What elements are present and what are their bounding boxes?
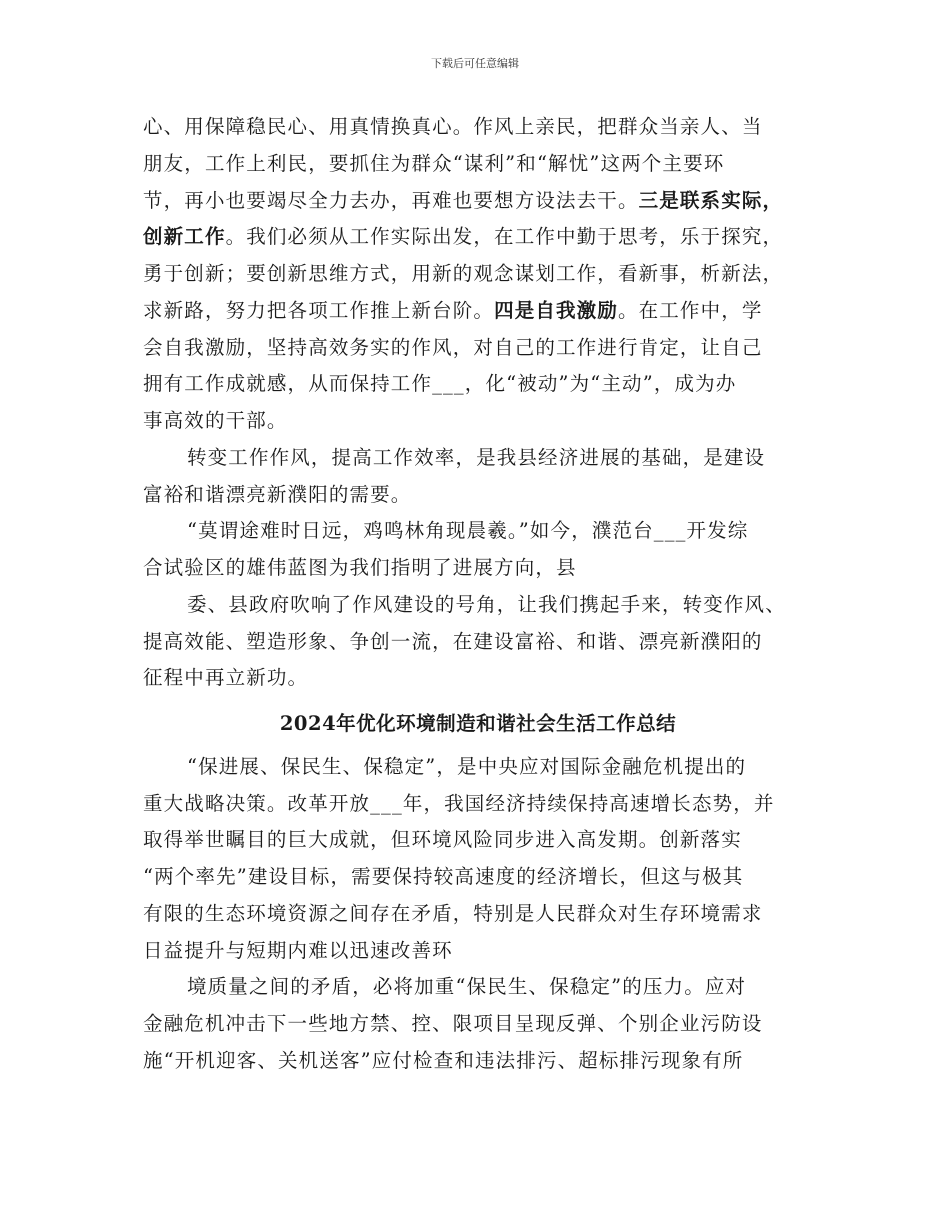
- document-body: [143, 109, 813, 1080]
- text-run: 。在工作中，学: [617, 298, 763, 322]
- text-line: 勇于创新；要创新思维方式，用新的观念谋划工作，看新事，析新法，: [143, 262, 784, 285]
- text-run: 节，再小也要竭尽全力去办，再难也要想方设法去干。: [143, 188, 639, 212]
- text-line: 提高效能、塑造形象、争创一流，在建设富裕、和谐、漂亮新濮阳的: [143, 629, 763, 653]
- spacer: [143, 697, 813, 706]
- text-line: 境质量之间的矛盾，必将加重“保民生、保稳定”的压力。应对: [187, 975, 747, 999]
- bold-heading-three: 三是联系实际，: [638, 188, 784, 212]
- text-line: [143, 219, 813, 256]
- text-line: 重大战略决策。改革开放___年，我国经济持续保持高速增长态势，并: [143, 791, 775, 815]
- text-line: 合试验区的雄伟蓝图为我们指明了进展方向，县: [143, 556, 577, 579]
- text-line: 会自我激励，坚持高效务实的作风，对自己的工作进行肯定，让自己: [143, 335, 763, 359]
- bold-heading-three-cont: 创新工作: [143, 225, 226, 249]
- text-line: 委、县政府吹响了作风建设的号角，让我们携起手来，转变作风、: [187, 592, 786, 616]
- page-header: 下载后可任意编辑: [431, 57, 519, 70]
- text-line: 心、用保障稳民心、用真情换真心。作风上亲民，把群众当亲人、当: [143, 115, 763, 138]
- text-line: 征程中再立新功。: [143, 666, 309, 690]
- text-line: “两个率先”建设目标，需要保持较高速度的经济增长，但这与极其: [143, 865, 744, 888]
- section-title: 2024年优化环境制造和谐社会生活工作总结: [279, 712, 677, 735]
- text-line: [143, 183, 813, 220]
- text-line: “保进展、保民生、保稳定”，是中央应对国际金融危机提出的: [187, 754, 747, 778]
- text-run: 。我们必须从工作实际出发，在工作中勤于思考，乐于探究，: [225, 225, 784, 249]
- text-run: 求新路，努力把各项工作推上新台阶。: [143, 298, 495, 322]
- text-line: 金融危机冲击下一些地方禁、控、限项目呈现反弹、个别企业污防设: [143, 1012, 763, 1035]
- text-line: 拥有工作成就感，从而保持工作___，化“被动”为“主动”，成为办: [143, 372, 737, 396]
- text-line: 日益提升与短期内难以迅速改善环: [143, 938, 453, 962]
- text-line: 有限的生态环境资源之间存在矛盾，特别是人民群众对生存环境需求: [143, 901, 763, 925]
- text-line: 施“开机迎客、关机送客”应付检查和违法排污、超标排污现象有所: [143, 1048, 744, 1072]
- text-line: [143, 293, 813, 330]
- text-line: 富裕和谐漂亮新濮阳的需要。: [143, 482, 412, 506]
- text-line: 事高效的干部。: [143, 409, 288, 432]
- text-line: 取得举世瞩目的巨大成就，但环境风险同步进入高发期。创新落实: [143, 828, 742, 852]
- text-line: 朋友，工作上利民，要抓住为群众“谋利”和“解忧”这两个主要环: [143, 151, 725, 175]
- text-line: 转变工作作风，提高工作效率，是我县经济进展的基础，是建设: [187, 445, 766, 469]
- text-line: “莫谓途难时日远，鸡鸣林角现晨羲。”如今，濮范台___开发综: [187, 519, 749, 543]
- bold-heading-four: 四是自我激励: [494, 298, 618, 322]
